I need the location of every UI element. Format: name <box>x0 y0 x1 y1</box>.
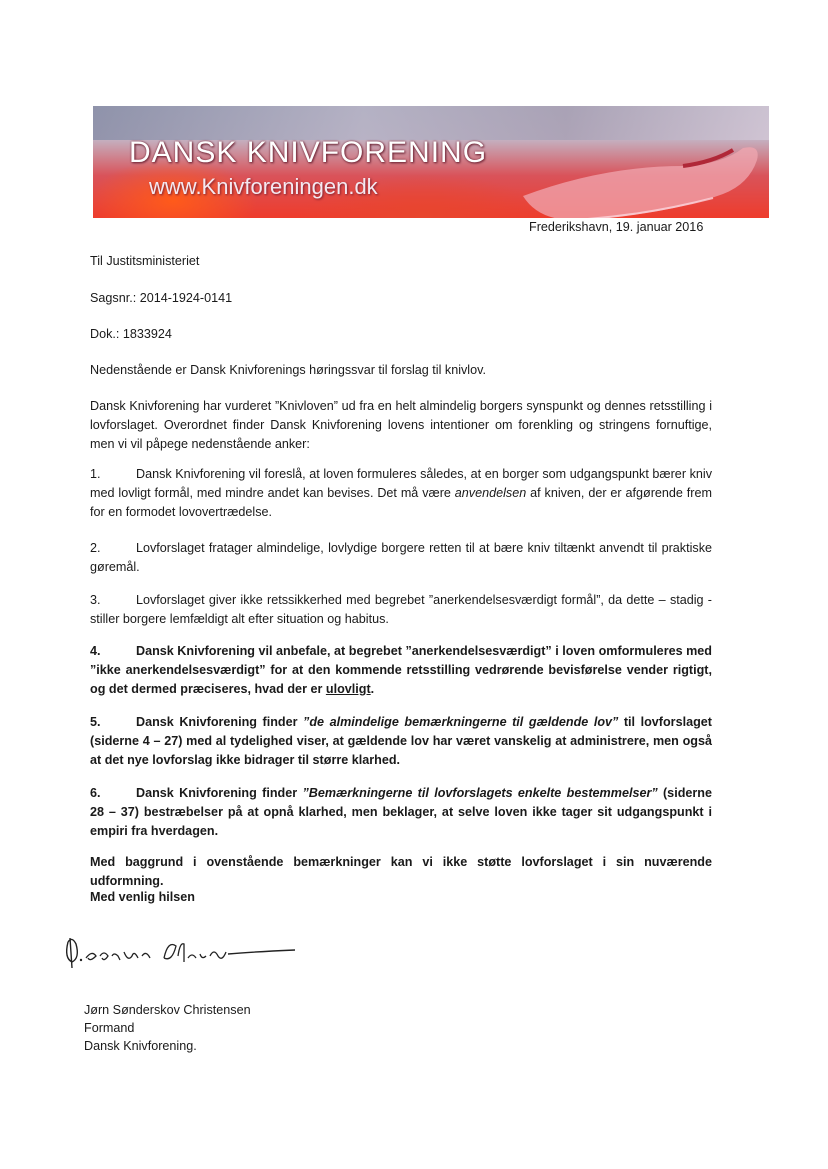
knife-illustration <box>513 136 763 218</box>
banner-url: www.Knivforeningen.dk <box>149 174 378 199</box>
point-number: 1. <box>90 467 101 481</box>
sender-organization: Dansk Knivforening. <box>84 1039 197 1053</box>
overview-paragraph: Dansk Knivforening har vurderet ”Knivloven” ud fra en helt almindelig borgers synspunkt og dennes retsstilling i lovforslaget. Overordnet finder Dansk Knivforening lovens intentioner om forenkling og stringens fornuftige, men vi vil påpege nedenstående anker: <box>90 399 712 451</box>
point-4: 4. Dansk Knivforening vil anbefale, at begrebet ”anerkendelsesværdigt” i loven omformuleres med ”ikke anerkendelsesværdigt” for at den kommende retsstilling vedrørende bevisførelse vender rigtigt, og det dermed præciseres, hvad der er ulovligt. <box>90 644 712 696</box>
intro-paragraph: Nedenstående er Dansk Knivforenings høringssvar til forslag til knivlov. <box>90 363 486 377</box>
closing-greeting: Med venlig hilsen <box>90 890 195 904</box>
recipient: Til Justitsministeriet <box>90 254 200 268</box>
point-number: 3. <box>90 593 101 607</box>
case-number: Sagsnr.: 2014-1924-0141 <box>90 291 233 305</box>
conclusion-paragraph: Med baggrund i ovenstående bemærkninger kan vi ikke støtte lovforslaget i sin nuværende udformning. <box>90 855 712 888</box>
point-2: 2. Lovforslaget fratager almindelige, lovlydige borgere retten til at bære kniv tiltænkt anvendt til praktiske gøremål. <box>90 541 712 574</box>
emphasis-text: anvendelsen <box>454 486 527 500</box>
letterhead-banner <box>93 106 769 218</box>
emphasis-text: ”de almindelige bemærkningerne til gældende lov” <box>303 715 619 729</box>
letter-date: Frederikshavn, 19. januar 2016 <box>529 220 704 234</box>
underlined-text: ulovligt <box>325 682 371 696</box>
sender-block <box>84 1001 251 1055</box>
handwritten-signature <box>60 928 300 973</box>
banner-top-stripe <box>93 106 769 140</box>
point-number: 4. <box>90 644 101 658</box>
banner-title: DANSK KNIVFORENING <box>129 136 488 169</box>
point-3: 3. Lovforslaget giver ikke retssikkerhed med begrebet ”anerkendelsesværdigt formål”, da dette – stadig - stiller borgere lemfældigt alt efter situation og habitus. <box>90 593 712 626</box>
document-number: Dok.: 1833924 <box>90 327 172 341</box>
point-5: 5. Dansk Knivforening finder ”de almindelige bemærkningerne til gældende lov” til lovforslaget (siderne 4 – 27) med al tydelighed viser, at gældende lov har været vanskelig at administrere, men også at det nye lovforslag ikke bidrager til større klarhed. <box>90 715 712 767</box>
emphasis-text: ”Bemærkningerne til lovforslagets enkelte bestemmelser” <box>302 786 658 800</box>
point-number: 6. <box>90 786 101 800</box>
point-1: 1. Dansk Knivforening vil foreslå, at loven formuleres således, at en borger som udgangspunkt bærer kniv med lovligt formål, med mindre andet kan bevises. Det må være anvendelsen af kniven, der er afgørende frem for en formodet lovovertrædelse. <box>90 467 712 519</box>
point-number: 2. <box>90 541 101 555</box>
point-number: 5. <box>90 715 101 729</box>
sender-title: Formand <box>84 1021 135 1035</box>
point-6: 6. Dansk Knivforening finder ”Bemærkningerne til lovforslagets enkelte bestemmelser” (siderne 28 – 37) bestræbelser på at opnå klarhed, men beklager, at selve loven ikke tager sit udgangspunkt i empiri fra hverdagen. <box>90 786 712 838</box>
sender-name: Jørn Sønderskov Christensen <box>84 1003 251 1017</box>
